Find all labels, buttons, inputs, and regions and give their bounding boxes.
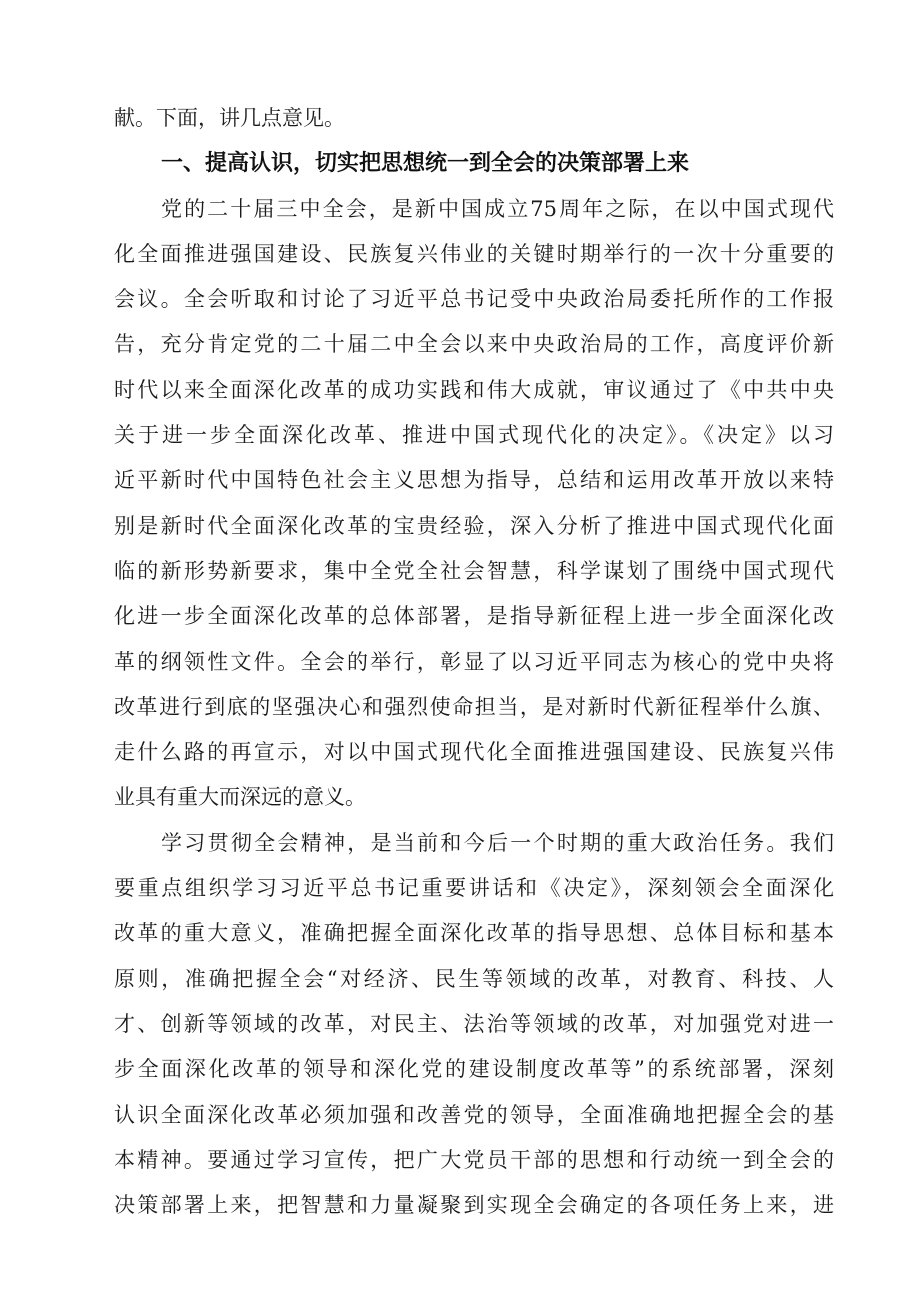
paragraph-line: 革的纲领性文件。全会的举行，彰显了以习近平同志为核心的党中央将 [114,649,834,674]
paragraph-line: 认识全面深化改革必须加强和改善党的领导，全面准确地把握全会的基 [114,1102,834,1127]
paragraph-line: 才、创新等领域的改革，对民主、法治等领域的改革，对加强党对进一 [114,1011,834,1036]
lead-line: 献。下面，讲几点意见。 [114,106,345,130]
paragraph-line: 化进一步全面深化改革的总体部署，是指导新征程上进一步全面深化改 [114,604,834,629]
paragraph-line: 会议。全会听取和讨论了习近平总书记受中央政治局委托所作的工作报 [114,287,834,312]
paragraph-line: 告，充分肯定党的二十届二中全会以来中央政治局的工作，高度评价新 [114,332,834,357]
paragraph-line: 改革的重大意义，准确把握全面深化改革的指导思想、总体目标和基本 [114,921,834,946]
paragraph-line: 化全面推进强国建设、民族复兴伟业的关键时期举行的一次十分重要的 [114,241,834,266]
paragraph-line: 业具有重大而深远的意义。 [114,785,366,810]
paragraph-line: 党的二十届三中全会，是新中国成立75周年之际，在以中国式现代 [161,196,834,221]
section-heading: 一、提高认识，切实把思想统一到全会的决策部署上来 [161,151,690,177]
paragraph-line: 本精神。要通过学习宣传，把广大党员干部的思想和行动统一到全会的 [114,1147,834,1172]
paragraph-line: 别是新时代全面深化改革的宝贵经验，深入分析了推进中国式现代化面 [114,513,834,538]
paragraph-line: 步全面深化改革的领导和深化党的建设制度改革等”的系统部署，深刻 [114,1057,834,1082]
paragraph-line: 临的新形势新要求，集中全党全社会智慧，科学谋划了围绕中国式现代 [114,558,834,583]
paragraph-line: 走什么路的再宣示，对以中国式现代化全面推进强国建设、民族复兴伟 [114,740,834,765]
paragraph-2 [114,821,834,1229]
paragraph-line: 学习贯彻全会精神，是当前和今后一个时期的重大政治任务。我们 [161,830,834,855]
paragraph-line: 时代以来全面深化改革的成功实践和伟大成就，审议通过了《中共中央 [114,377,834,402]
document-page [114,96,834,1228]
paragraph-line: 改革进行到底的坚强决心和强烈使命担当，是对新时代新征程举什么旗、 [114,694,834,719]
paragraph-line: 要重点组织学习习近平总书记重要讲话和《决定》，深刻领会全面深化 [114,876,834,901]
paragraph-line: 原则，准确把握全会“对经济、民生等领域的改革，对教育、科技、人 [114,966,834,991]
paragraph-line: 关于进一步全面深化改革、推进中国式现代化的决定》。《决定》以习 [114,423,834,448]
paragraph-line: 决策部署上来，把智慧和力量凝聚到实现全会确定的各项任务上来，进 [114,1193,834,1218]
paragraph-1 [114,187,834,821]
paragraph-line: 近平新时代中国特色社会主义思想为指导，总结和运用改革开放以来特 [114,468,834,493]
